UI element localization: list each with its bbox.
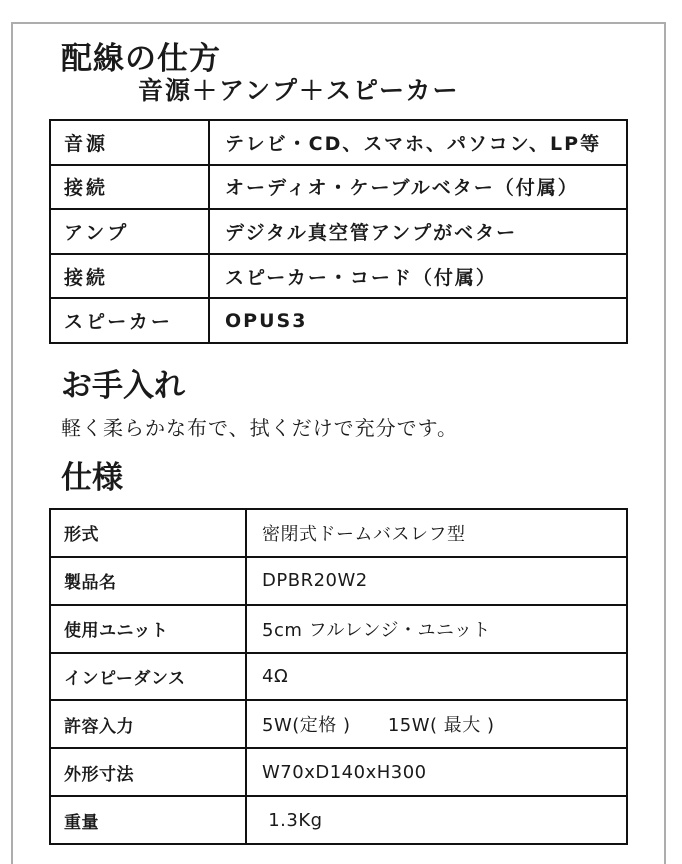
wiring-table-row [51, 255, 626, 300]
row-label: 許容入力 [51, 701, 247, 747]
wiring-chain-subtitle: 音源＋アンプ＋スピーカー [138, 76, 460, 105]
care-section-heading: お手入れ [61, 368, 185, 404]
row-label: 接続 [51, 255, 210, 298]
row-value: オーディオ・ケーブルベター（付属） [225, 177, 579, 200]
row-value: OPUS3 [225, 309, 308, 332]
spec-table-row [51, 654, 626, 702]
spec-table-row [51, 606, 626, 654]
row-label: 接続 [51, 166, 210, 209]
row-value: 5W(定格 ) 15W( 最大 ) [262, 715, 495, 737]
wiring-table [49, 119, 628, 344]
row-value: デジタル真空管アンプがベター [225, 221, 518, 244]
row-value: 4Ω [262, 666, 289, 687]
page-title: 配線の仕方 [61, 41, 221, 77]
spec-table-row [51, 797, 626, 843]
row-value: テレビ・CD、スマホ、パソコン、LP等 [225, 132, 602, 155]
row-value: DPBR20W2 [262, 570, 368, 592]
spec-table [49, 508, 628, 845]
row-value: スピーカー・コード（付属） [225, 266, 497, 289]
spec-table-row [51, 558, 626, 606]
row-value: W70xD140xH300 [262, 761, 427, 783]
row-label: 製品名 [51, 558, 247, 604]
row-label: スピーカー [51, 299, 210, 342]
wiring-table-row [51, 121, 626, 166]
row-value: 1.3Kg [262, 809, 323, 831]
row-label: 使用ユニット [51, 606, 247, 652]
care-instruction-text: 軽く柔らかな布で、拭くだけで充分です。 [61, 416, 458, 440]
spec-table-row [51, 701, 626, 749]
row-label: 重量 [51, 797, 247, 843]
spec-section-heading: 仕様 [61, 460, 123, 496]
row-label: 外形寸法 [51, 749, 247, 795]
row-label: 音源 [51, 121, 210, 164]
row-label: 形式 [51, 510, 247, 556]
row-label: インピーダンス [51, 654, 247, 700]
row-value: 密閉式ドームバスレフ型 [262, 523, 466, 545]
wiring-table-row [51, 210, 626, 255]
row-label: アンプ [51, 210, 210, 253]
spec-table-row [51, 749, 626, 797]
wiring-table-row [51, 166, 626, 211]
row-value: 5cm フルレンジ・ユニット [262, 619, 491, 641]
spec-table-row [51, 510, 626, 558]
wiring-table-row [51, 299, 626, 342]
